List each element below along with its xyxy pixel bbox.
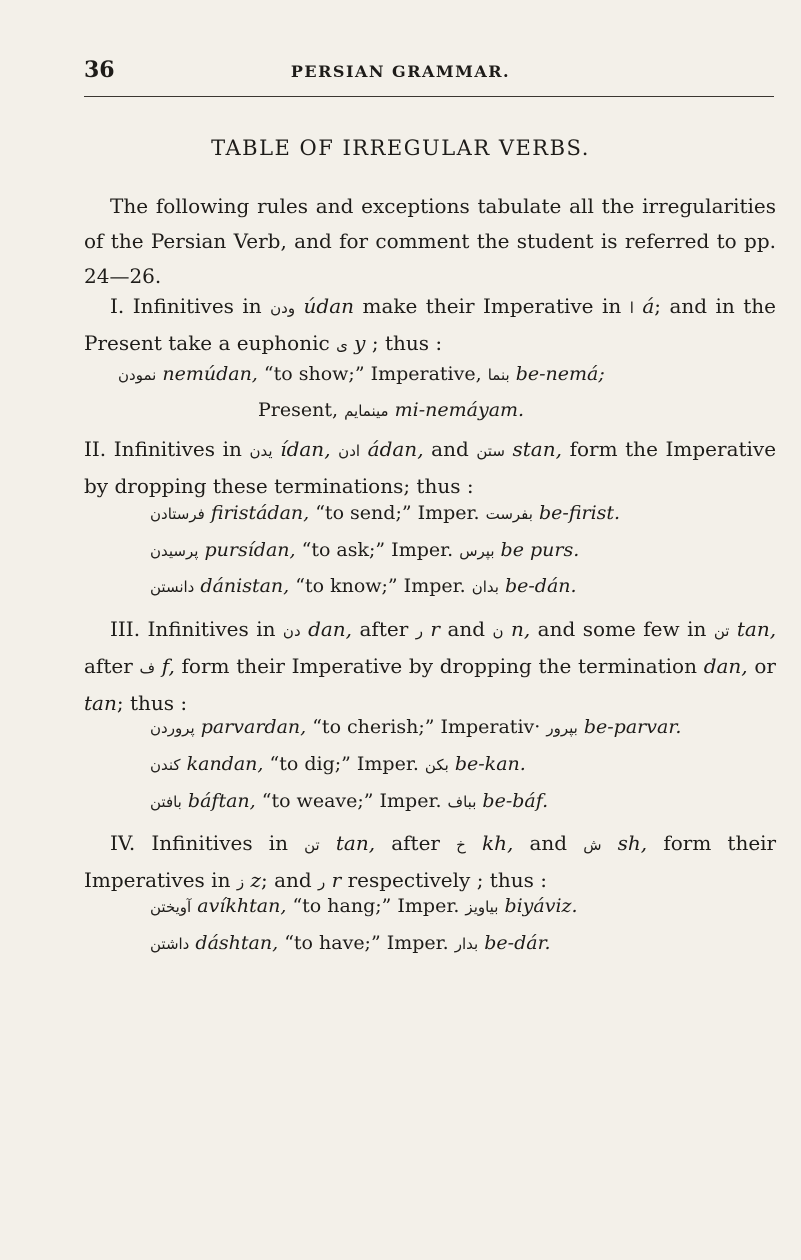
rule-3-example: کندن kandan, “to dig;” Imper. بکن be-kan. xyxy=(150,753,526,775)
persian-text: ا xyxy=(629,299,634,317)
persian-text: ودن xyxy=(270,299,296,317)
rule-4-example: آویختن avíkhtan, “to hang;” Imper. بیاویز biyáviz. xyxy=(150,895,578,917)
rule-2-paragraph: II. Infinitives in یدن ídan, ادن ádan, and ستن stan, form the Imperative by dropping these terminations; thus : xyxy=(84,437,777,498)
rule-3-paragraph: III. Infinitives in دن dan, after ر r and ن n, and some few in تن tan, after ف f, form their Imperative by dropping the termination dan, or tan; thus : xyxy=(84,617,777,715)
section-title: TABLE OF IRREGULAR VERBS. xyxy=(211,136,590,160)
rule-4-numeral: IV. xyxy=(110,831,136,855)
rule-2-example: پرسیدن pursídan, “to ask;” Imper. بپرس be purs. xyxy=(150,539,580,561)
rule-2-example: دانستن dánistan, “to know;” Imper. بدان be-dán. xyxy=(150,575,577,597)
rule-4-example: داشتن dáshtan, “to have;” Imper. بدار be-dár. xyxy=(150,932,551,954)
rule-3-example: پروردن parvardan, “to cherish;” Imperativ· بپرور be-parvar. xyxy=(150,716,682,738)
intro-paragraph: The following rules and exceptions tabulate all the irregularities of the Persian Verb, and for comment the student is referred to pp. 24—26. xyxy=(84,194,776,288)
rule-2-numeral: II. xyxy=(84,437,107,461)
page-number: 36 xyxy=(84,57,115,83)
rule-1-numeral: I. xyxy=(110,294,125,318)
rule-1-present: Present, مینمایم mi-nemáyam. xyxy=(258,399,525,421)
rule-2-example: فرستادن firistádan, “to send;” Imper. بفرست be-firist. xyxy=(150,502,621,524)
running-title: PERSIAN GRAMMAR. xyxy=(290,62,511,81)
rule-4-paragraph: IV. Infinitives in تن tan, after خ kh, and ش sh, form their Imperatives in ز z; and ر r respectively ; thus : xyxy=(84,831,777,892)
header-rule xyxy=(84,96,774,97)
rule-1-paragraph: I. Infinitives in ودن údan make their Imperative in ا á; and in the Present take a euphonic ی y ; thus : xyxy=(84,294,776,355)
rule-3-numeral: III. xyxy=(110,617,141,641)
persian-text: ی xyxy=(336,336,348,354)
rule-1-example: نمودن nemúdan, “to show;” Imperative, بنما be-nemá; xyxy=(118,363,605,385)
rule-3-example: بافتن báftan, “to weave;” Imper. بباف be-báf. xyxy=(150,790,549,812)
